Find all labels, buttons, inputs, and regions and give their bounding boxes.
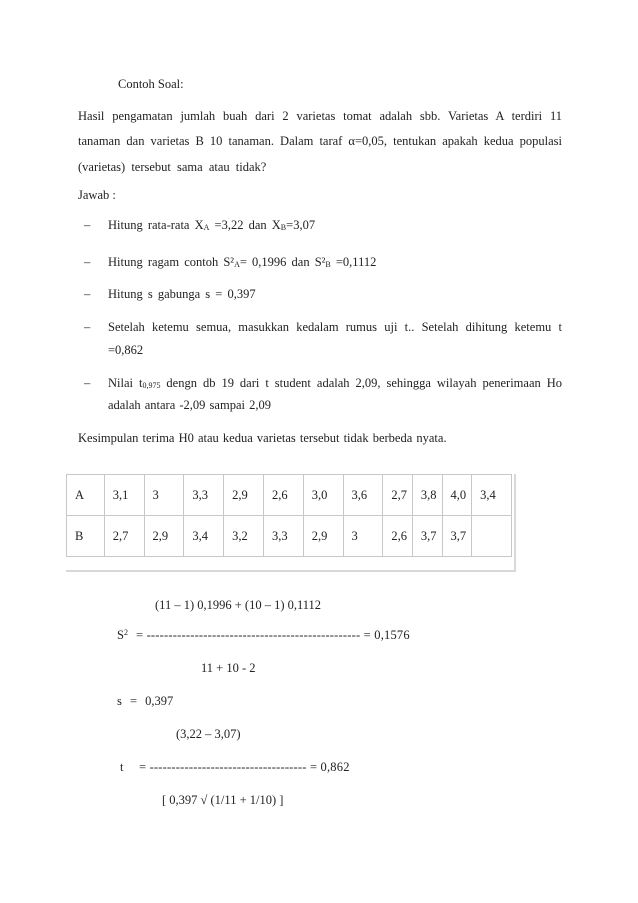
problem-line-1: Hasil pengamatan jumlah buah dari 2 varietas tomat adalah sbb. Varietas A terdiri 11	[78, 109, 562, 123]
t-denominator: [ 0,397 √ (1/11 + 1/10) ]	[162, 793, 284, 807]
step-critical-line-1: Nilai $t_{0,975}$ dengn db 19 dari t student adalah 2,09, sehingga wilayah penerimaan Ho	[108, 376, 562, 390]
bullet-dash: –	[84, 376, 91, 390]
s2-fraction-line: = ------------------------------------------------- = 0,1576	[136, 628, 410, 642]
bullet-dash: –	[84, 218, 91, 232]
table-cell: 3,0	[303, 475, 343, 516]
table-cell: 3,6	[343, 475, 383, 516]
table-cell: 4,0	[442, 475, 472, 516]
table-cell: 3,7	[442, 516, 472, 557]
s2-numerator: (11 – 1) 0,1996 + (10 – 1) 0,1112	[155, 598, 322, 612]
table-cell: 2,6	[263, 475, 303, 516]
table-cell: 3	[144, 475, 184, 516]
s-result: s = 0,397	[117, 694, 174, 708]
answer-label: Jawab :	[78, 188, 116, 202]
step-variance: Hitung ragam contoh $S^2_A= 0,1996$ dan $S^2_B =0,1112$	[108, 255, 377, 269]
table-cell: 2,9	[303, 516, 343, 557]
table-cell: 3,3	[184, 475, 224, 516]
table-cell: 2,9	[144, 516, 184, 557]
row-label: A	[67, 475, 105, 516]
table-cell: 3,3	[263, 516, 303, 557]
bullet-dash: –	[84, 320, 91, 334]
data-table	[66, 474, 512, 557]
table-row-b	[67, 516, 512, 557]
bullet-dash: –	[84, 255, 91, 269]
s2-label: $S^2$	[117, 628, 128, 642]
table-cell	[472, 516, 512, 557]
table-cell: 2,7	[383, 475, 413, 516]
step-critical-line-2: adalah antara -2,09 sampai 2,09	[108, 398, 271, 412]
t-fraction-line: = ------------------------------------ = 0,862	[139, 760, 350, 774]
t-label: t	[120, 760, 124, 774]
table-cell: 3,8	[412, 475, 442, 516]
table-cell: 2,6	[383, 516, 413, 557]
problem-line-3: (varietas) tersebut sama atau tidak?	[78, 160, 267, 174]
table-cell: 3,2	[224, 516, 264, 557]
step-t-line-2: =0,862	[108, 343, 144, 357]
conclusion: Kesimpulan terima H0 atau kedua varietas tersebut tidak berbeda nyata.	[78, 431, 447, 445]
table-cell: 3,7	[412, 516, 442, 557]
table-cell: 3,4	[184, 516, 224, 557]
t-numerator: (3,22 – 3,07)	[176, 727, 241, 741]
step-pooled-s: Hitung s gabunga s = 0,397	[108, 287, 256, 301]
table-row-a	[67, 475, 512, 516]
row-label: B	[67, 516, 105, 557]
step-mean: Hitung rata-rata $X_A =3,22$ dan $X_B=3,07$	[108, 218, 316, 232]
s2-denominator: 11 + 10 - 2	[201, 661, 256, 675]
step-t-line-1: Setelah ketemu semua, masukkan kedalam rumus uji t.. Setelah dihitung ketemu t	[108, 320, 562, 334]
problem-line-2: tanaman dan varietas B 10 tanaman. Dalam taraf α=0,05, tentukan apakah kedua populasi	[78, 134, 562, 148]
example-heading: Contoh Soal:	[118, 77, 184, 91]
bullet-dash: –	[84, 287, 91, 301]
table-cell: 2,9	[224, 475, 264, 516]
table-cell: 3,1	[104, 475, 144, 516]
table-cell: 3,4	[472, 475, 512, 516]
table-cell: 2,7	[104, 516, 144, 557]
table-cell: 3	[343, 516, 383, 557]
